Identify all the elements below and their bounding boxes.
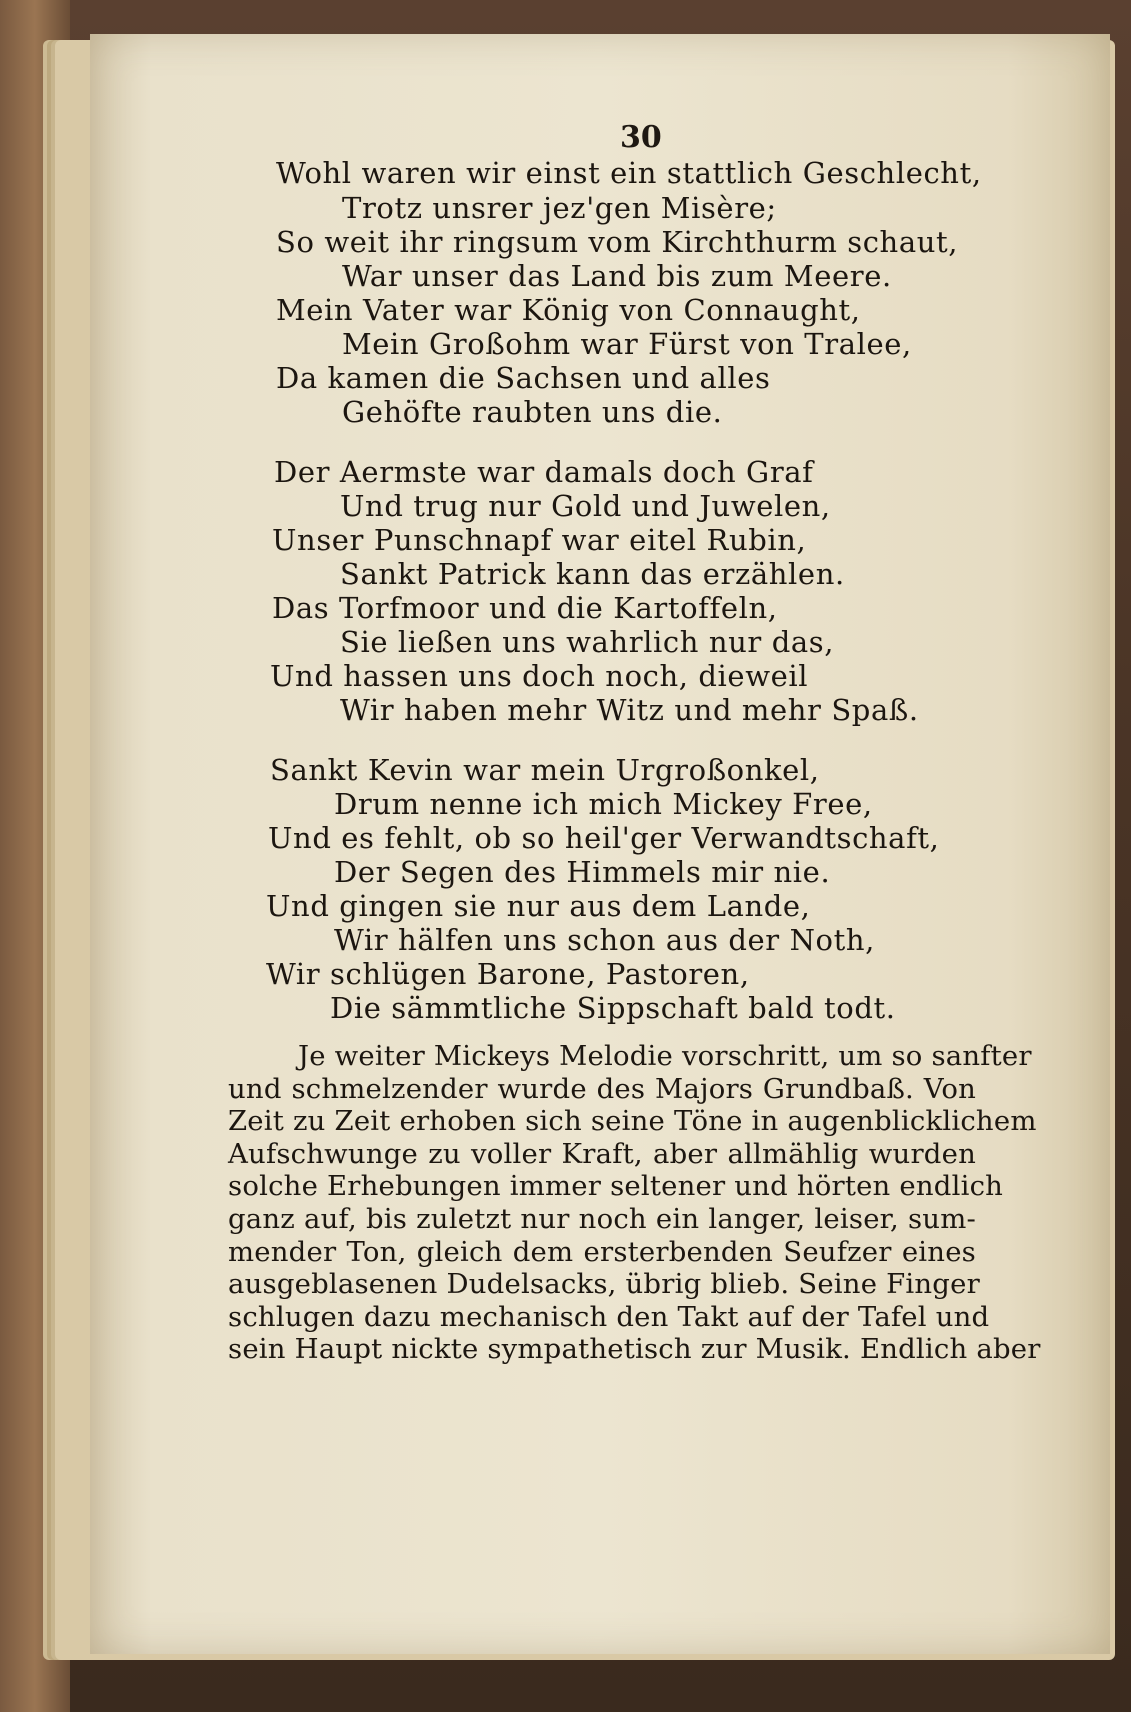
verse-line: Und hassen uns doch noch, dieweil (270, 659, 809, 693)
prose-line: Zeit zu Zeit erhoben sich seine Töne in augenblicklichem (228, 1105, 1037, 1138)
verse-line: Und gingen sie nur aus dem Lande, (266, 889, 811, 923)
verse-line: Und es fehlt, ob so heil'ger Verwandtschaft, (268, 821, 940, 855)
verse-line: Sankt Patrick kann das erzählen. (340, 557, 845, 591)
verse-line: Gehöfte raubten uns die. (342, 395, 723, 429)
verse-line: Unser Punschnapf war eitel Rubin, (272, 523, 807, 557)
prose-line: und schmelzender wurde des Majors Grundbaß. Von (228, 1072, 976, 1105)
verse-line: Sankt Kevin war mein Urgroßonkel, (270, 753, 820, 787)
verse-line: Trotz unsrer jez'gen Misère; (342, 191, 777, 225)
verse-line: Wir hälfen uns schon aus der Noth, (334, 923, 875, 957)
verse-line: Mein Großohm war Fürst von Tralee, (342, 327, 912, 361)
verse-line: Wohl waren wir einst ein stattlich Geschlecht, (276, 156, 982, 190)
prose-line: ganz auf, bis zuletzt nur noch ein langer, leiser, sum- (228, 1202, 976, 1235)
verse-line: So weit ihr ringsum vom Kirchthurm schaut, (276, 225, 959, 259)
page-number: 30 (620, 120, 662, 155)
verse-line: Das Torfmoor und die Kartoffeln, (272, 591, 778, 625)
verse-line: Drum nenne ich mich Mickey Free, (334, 787, 873, 821)
prose-line: schlugen dazu mechanisch den Takt auf der Tafel und (228, 1300, 990, 1333)
prose-paragraph (228, 1040, 1041, 1366)
verse-line: Die sämmtliche Sippschaft bald todt. (330, 991, 896, 1025)
prose-line: sein Haupt nickte sympathetisch zur Musik. Endlich aber (228, 1333, 1041, 1366)
verse-line: Der Segen des Himmels mir nie. (334, 855, 831, 889)
verse-line: Sie ließen uns wahrlich nur das, (340, 625, 835, 659)
prose-line: mender Ton, gleich dem ersterbenden Seufzer eines (228, 1235, 976, 1268)
verse-line: Der Aermste war damals doch Graf (274, 455, 814, 489)
verse-line: Mein Vater war König von Connaught, (276, 293, 861, 327)
verse-line: Und trug nur Gold und Juwelen, (340, 489, 831, 523)
prose-line: Aufschwunge zu voller Kraft, aber allmählig wurden (228, 1137, 976, 1170)
verse-line: Wir schlügen Barone, Pastoren, (266, 957, 750, 991)
verse-line: Da kamen die Sachsen und alles (276, 361, 771, 395)
prose-line: ausgeblasenen Dudelsacks, übrig blieb. Seine Finger (228, 1268, 980, 1301)
prose-line: Je weiter Mickeys Melodie vorschritt, um so sanfter (298, 1040, 1032, 1072)
verse-line: War unser das Land bis zum Meere. (342, 259, 892, 293)
prose-line: solche Erhebungen immer seltener und hörten endlich (228, 1170, 1004, 1203)
verse-line: Wir haben mehr Witz und mehr Spaß. (340, 693, 919, 727)
